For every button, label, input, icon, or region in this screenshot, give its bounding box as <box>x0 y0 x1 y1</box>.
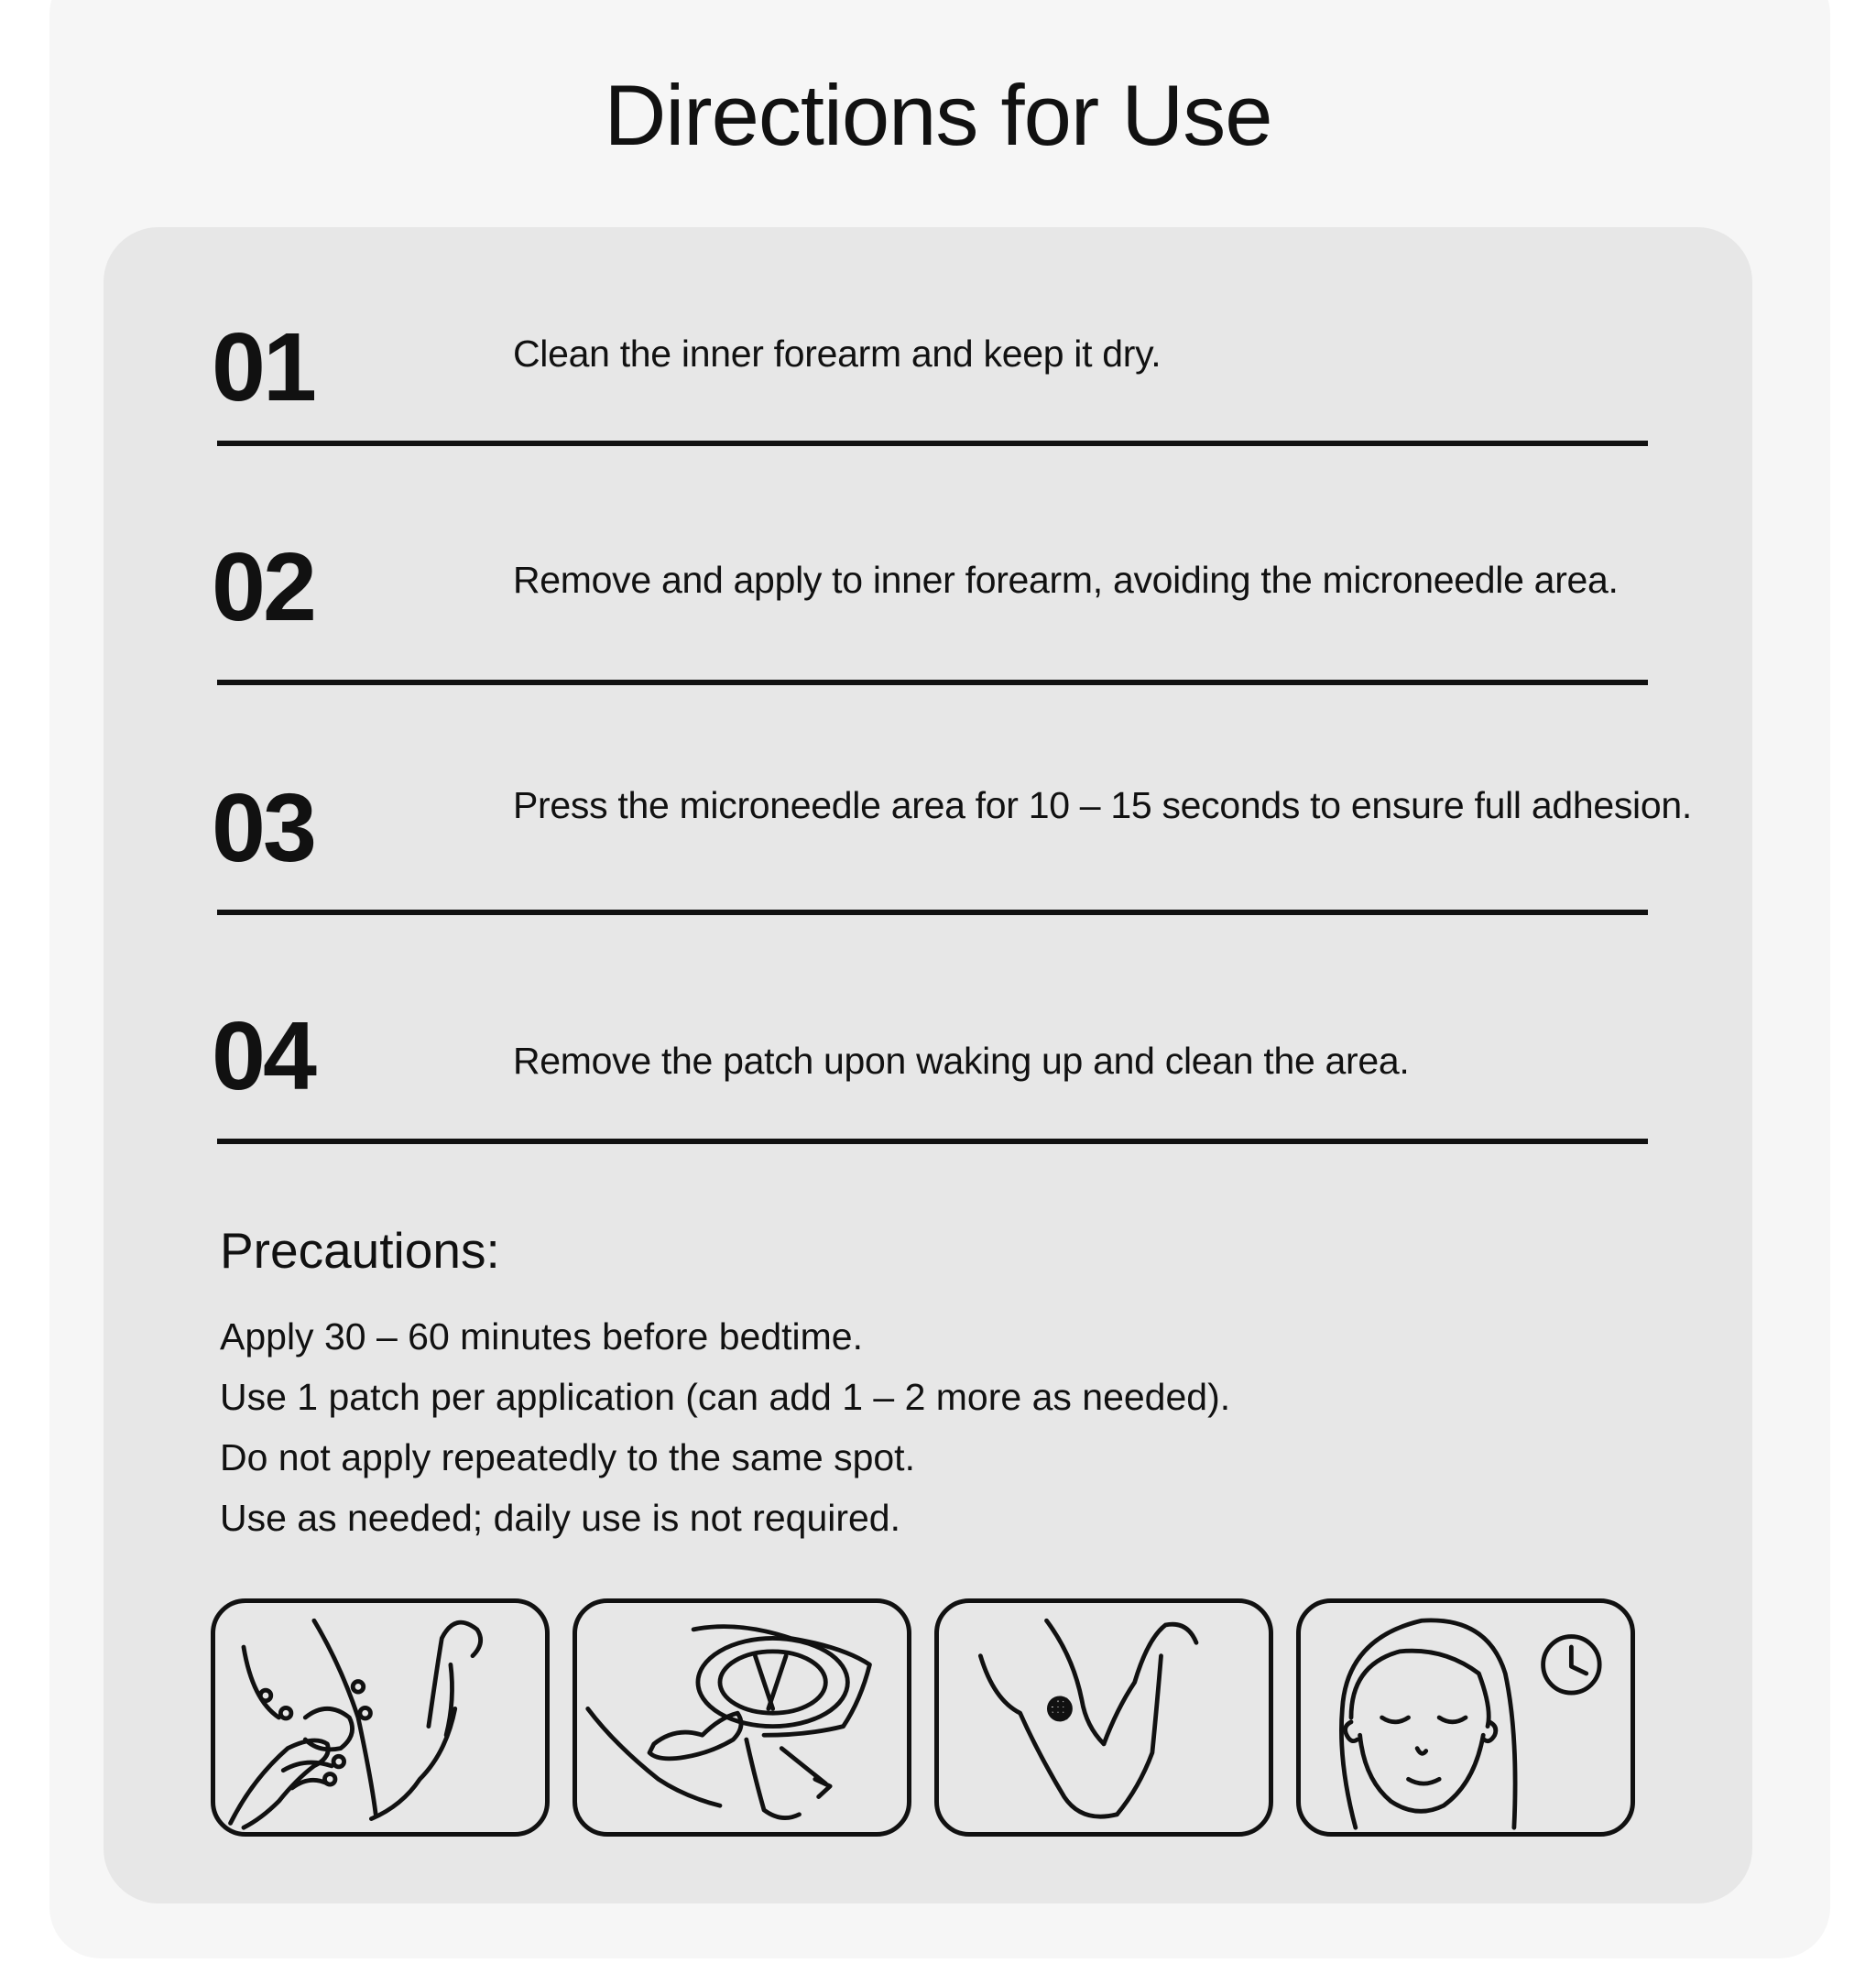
precaution-item: Use as needed; daily use is not required. <box>220 1497 901 1539</box>
divider <box>217 910 1648 915</box>
illustration-step-4 <box>1296 1598 1635 1837</box>
step-number: 02 <box>212 533 314 641</box>
step-number: 03 <box>212 774 314 882</box>
illustration-step-2 <box>573 1598 911 1837</box>
step-text: Press the microneedle area for 10 – 15 seconds to ensure full adhesion. <box>513 784 1692 826</box>
divider <box>217 680 1648 685</box>
divider <box>217 1139 1648 1144</box>
precaution-item: Apply 30 – 60 minutes before bedtime. <box>220 1315 863 1358</box>
step-text: Clean the inner forearm and keep it dry. <box>513 333 1162 375</box>
step-text: Remove and apply to inner forearm, avoiding the microneedle area. <box>513 559 1619 601</box>
directions-card <box>104 227 1752 1903</box>
precaution-item: Do not apply repeatedly to the same spot. <box>220 1436 915 1478</box>
step-number: 01 <box>212 313 314 421</box>
step-number: 04 <box>212 1002 314 1110</box>
precautions-title: Precautions: <box>220 1222 500 1279</box>
washing-forearm-icon <box>215 1603 545 1832</box>
page-title: Directions for Use <box>604 67 1272 163</box>
illustration-step-3 <box>934 1598 1273 1837</box>
patch-on-forearm-icon <box>939 1603 1269 1832</box>
precautions-list <box>220 1306 1230 1548</box>
divider <box>217 441 1648 446</box>
illustration-step-1 <box>211 1598 550 1837</box>
peeling-patch-icon <box>577 1603 907 1832</box>
precaution-item: Use 1 patch per application (can add 1 – 2 more as needed). <box>220 1376 1231 1418</box>
sleeping-face-clock-icon <box>1301 1603 1631 1832</box>
step-text: Remove the patch upon waking up and clean the area. <box>513 1040 1410 1082</box>
